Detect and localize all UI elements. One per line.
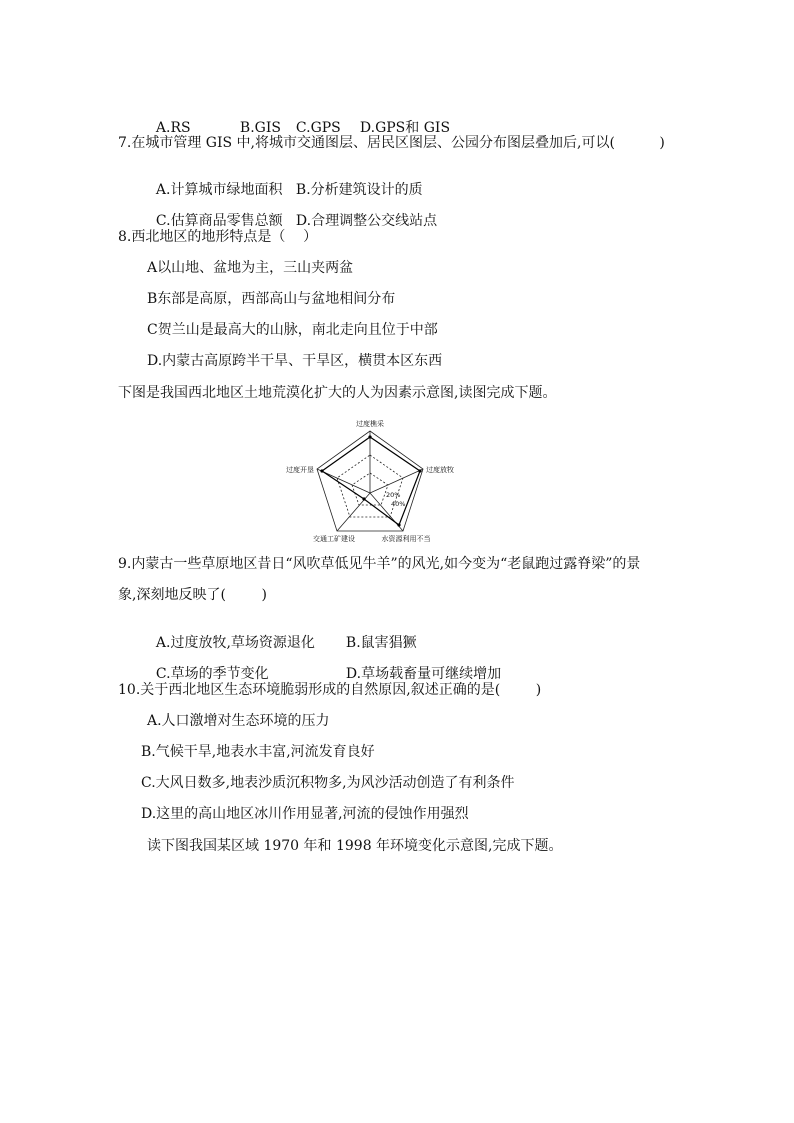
radar-axis-label-2: 过度放牧 (426, 466, 454, 474)
radar-axis-label-3: 水资源利用不当 (381, 535, 431, 543)
radar-axis-label-4: 交通工矿建设 (313, 535, 355, 543)
radar-point-2 (418, 469, 421, 472)
q9-option-c: C.草场的季节变化 (155, 666, 269, 682)
desertification-radar-figure (270, 415, 500, 545)
q10-option-c: C.大风日数多,地表沙质沉积物多,为风沙活动创造了有利条件 (141, 775, 515, 791)
radar-point-3 (397, 523, 400, 526)
q7-option-d: D.合理调整公交线站点 (295, 213, 438, 229)
q9-option-b: B.鼠害猖獗 (345, 635, 417, 651)
q8-option-a: A以山地、盆地为主，三山夹两盆 (147, 260, 354, 276)
intro-environment-change: 读下图我国某区域 1970 年和 1998 年环境变化示意图,完成下题。 (147, 838, 563, 854)
q8-option-c: C贺兰山是最高大的山脉，南北走向且位于中部 (147, 322, 438, 338)
q9-options-row1 (147, 619, 417, 651)
radar-point-1 (368, 435, 371, 438)
radar-ring-label-40: 40% (391, 500, 406, 508)
q9-option-a: A.过度放牧,草场资源退化 (155, 635, 315, 651)
q10-stem: 10.关于西北地区生态环境脆弱形成的自然原因,叙述正确的是( ) (118, 682, 542, 698)
q10-option-d: D.这里的高山地区冰川作用显著,河流的侵蚀作用强烈 (141, 806, 469, 822)
q9-stem-line1: 9.内蒙古一些草原地区昔日“风吹草低见牛羊”的风光,如今变为“老鼠跑过露脊梁”的景 (118, 556, 641, 572)
radar-point-4 (362, 497, 365, 500)
q9-option-d: D.草场载畜量可继续增加 (345, 666, 502, 682)
radar-data-polygon (322, 437, 420, 525)
q6-option-c: C.GPS (295, 120, 341, 136)
q7-option-a: A.计算城市绿地面积 (155, 182, 283, 198)
radar-axis-label-5: 过度开垦 (286, 466, 314, 474)
q9-options-row2 (147, 650, 501, 682)
q7-options-row2 (147, 197, 437, 229)
q6-option-b: B.GIS (239, 120, 281, 136)
q8-option-d: D.内蒙古高原跨半干旱、干旱区，横贯本区东西 (147, 353, 443, 369)
radar-point-5 (320, 469, 323, 472)
q10-option-a: A.人口激增对生态环境的压力 (147, 713, 330, 729)
radar-ring-label-20: 20% (386, 491, 401, 499)
radar-axis-label-1: 过度樵采 (356, 420, 384, 428)
q10-option-b: B.气候干旱,地表水丰富,河流发育良好 (141, 744, 375, 760)
q9-stem-line2: 象,深刻地反映了( ) (118, 587, 267, 603)
q6-options (147, 104, 450, 136)
q7-option-c: C.估算商品零售总额 (155, 213, 283, 229)
q7-options-row1 (147, 166, 423, 198)
radar-axis-2 (370, 469, 423, 493)
q8-option-b: B东部是高原，西部高山与盆地相间分布 (147, 291, 396, 307)
q6-option-d: D.GPS和 GIS (359, 120, 451, 136)
q7-option-b: B.分析建筑设计的质 (295, 182, 423, 198)
q8-stem: 8.西北地区的地形特点是（ ） (118, 229, 318, 245)
q6-option-a: A.RS (155, 120, 191, 136)
q7-stem: 7.在城市管理 GIS 中,将城市交通图层、居民区图层、公园分布图层叠加后,可以( ) (118, 135, 665, 151)
intro-desertification: 下图是我国西北地区土地荒漠化扩大的人为因素示意图,读图完成下题。 (118, 385, 557, 401)
